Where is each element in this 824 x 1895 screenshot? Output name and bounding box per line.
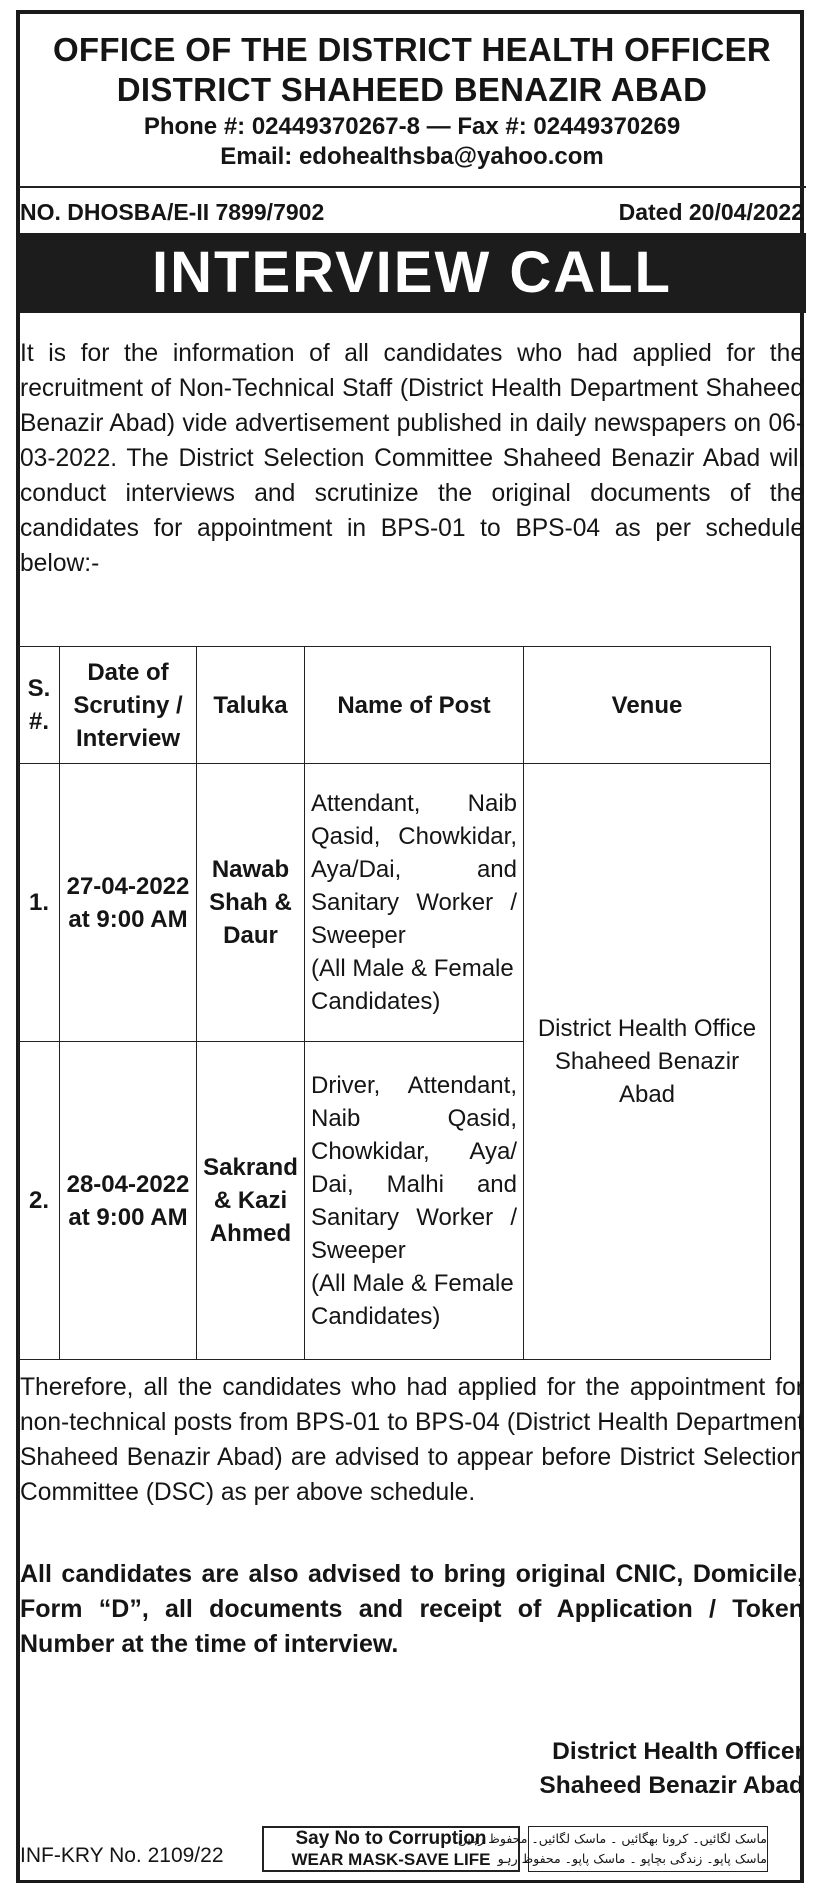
signatory-location: Shaheed Benazir Abad [539, 1772, 804, 1799]
notice-header [0, 30, 824, 172]
reference-number: NO. DHOSBA/E-II 7899/7902 [20, 199, 325, 225]
date-cell [60, 764, 197, 1042]
slogan-line-1: Say No to Corruption [295, 1828, 487, 1849]
interview-time: at 9:00 AM [68, 905, 188, 933]
column-header-taluka: Taluka [197, 647, 305, 764]
therefore-paragraph: Therefore, all the candidates who had applied for the appointment for non-technical posts from BPS-01 to BPS-04 (District Health Department Shaheed Benazir Abad) are advised to appear before District Selection Committee (DSC) as per above schedule. [20, 1374, 804, 1506]
taluka-cell: Nawab Shah & Daur [197, 764, 305, 1042]
post-list: Attendant, Naib Qasid, Chowkidar, Aya/Dai, and Sanitary Worker / Sweeper [311, 790, 517, 950]
venue-cell: District Health Office Shaheed Benazir Abad [524, 764, 771, 1360]
phone-fax: Phone #: 02449370267-8 — Fax #: 02449370269 [143, 113, 681, 140]
inf-kry-number: INF-KRY No. 2109/22 [20, 1844, 224, 1867]
post-cell [305, 1042, 524, 1360]
column-header-date: Date of Scrutiny / Interview [60, 647, 197, 764]
interview-date: 27-04-2022 [66, 872, 190, 900]
district-title: DISTRICT SHAHEED BENAZIR ABAD [116, 71, 708, 108]
header-divider [18, 186, 806, 188]
taluka-cell: Sakrand & Kazi Ahmed [197, 1042, 305, 1360]
slogan-line-2: WEAR MASK-SAVE LIFE [291, 1850, 491, 1869]
urdu-slogan-box [457, 1826, 768, 1872]
advice-paragraph: All candidates are also advised to bring original CNIC, Domicile, Form “D”, all documents and receipt of Application / Token Number at the time of interview. [20, 1560, 804, 1658]
serial-cell: 2. [19, 1042, 60, 1360]
date-cell [60, 1042, 197, 1360]
office-title: OFFICE OF THE DISTRICT HEALTH OFFICER [52, 31, 772, 68]
urdu-slogan-line-1: ماسک لگائیں۔ کرونا بھگائیں ۔ ماسک لگائیں۔ محفوظ رہیں [457, 1831, 767, 1846]
column-header-serial: S. #. [19, 647, 60, 764]
interview-date: 28-04-2022 [66, 1170, 190, 1198]
table-header-row [19, 647, 771, 764]
intro-paragraph: It is for the information of all candidates who had applied for the recruitment of Non-Technical Staff (District Health Department Shaheed Benazir Abad) vide advertisement published in daily newspapers on 06-03-2022. The District Selection Committee Shaheed Benazir Abad will conduct interviews and scrutinize the original documents of the candidates for appointment in BPS-01 to BPS-04 as per schedule below:- [20, 340, 804, 577]
serial-cell: 1. [19, 764, 60, 1042]
column-header-post: Name of Post [305, 647, 524, 764]
table-row [19, 764, 771, 1042]
signature-block [539, 1735, 804, 1803]
urdu-slogan-line-2: ماسک پاپو۔ زندگی بچاپو ۔ ماسک پاپو۔ محفوظ رہو [497, 1851, 767, 1866]
email-address: Email: edohealthsba@yahoo.com [220, 143, 604, 170]
reference-line [20, 198, 804, 226]
title-banner: INTERVIEW CALL [18, 233, 806, 313]
notice-date: Dated 20/04/2022 [618, 199, 804, 225]
post-note: (All Male & Female Candidates) [311, 1269, 514, 1330]
column-header-venue: Venue [524, 647, 771, 764]
post-note: (All Male & Female Candidates) [311, 955, 514, 1016]
interview-schedule-table [18, 646, 771, 1360]
interview-time: at 9:00 AM [68, 1203, 188, 1231]
post-list: Driver, Attendant, Naib Qasid, Chowkidar, Aya/ Dai, Malhi and Sanitary Worker / Sweeper [311, 1071, 517, 1264]
signatory-designation: District Health Officer [552, 1738, 804, 1765]
post-cell [305, 764, 524, 1042]
